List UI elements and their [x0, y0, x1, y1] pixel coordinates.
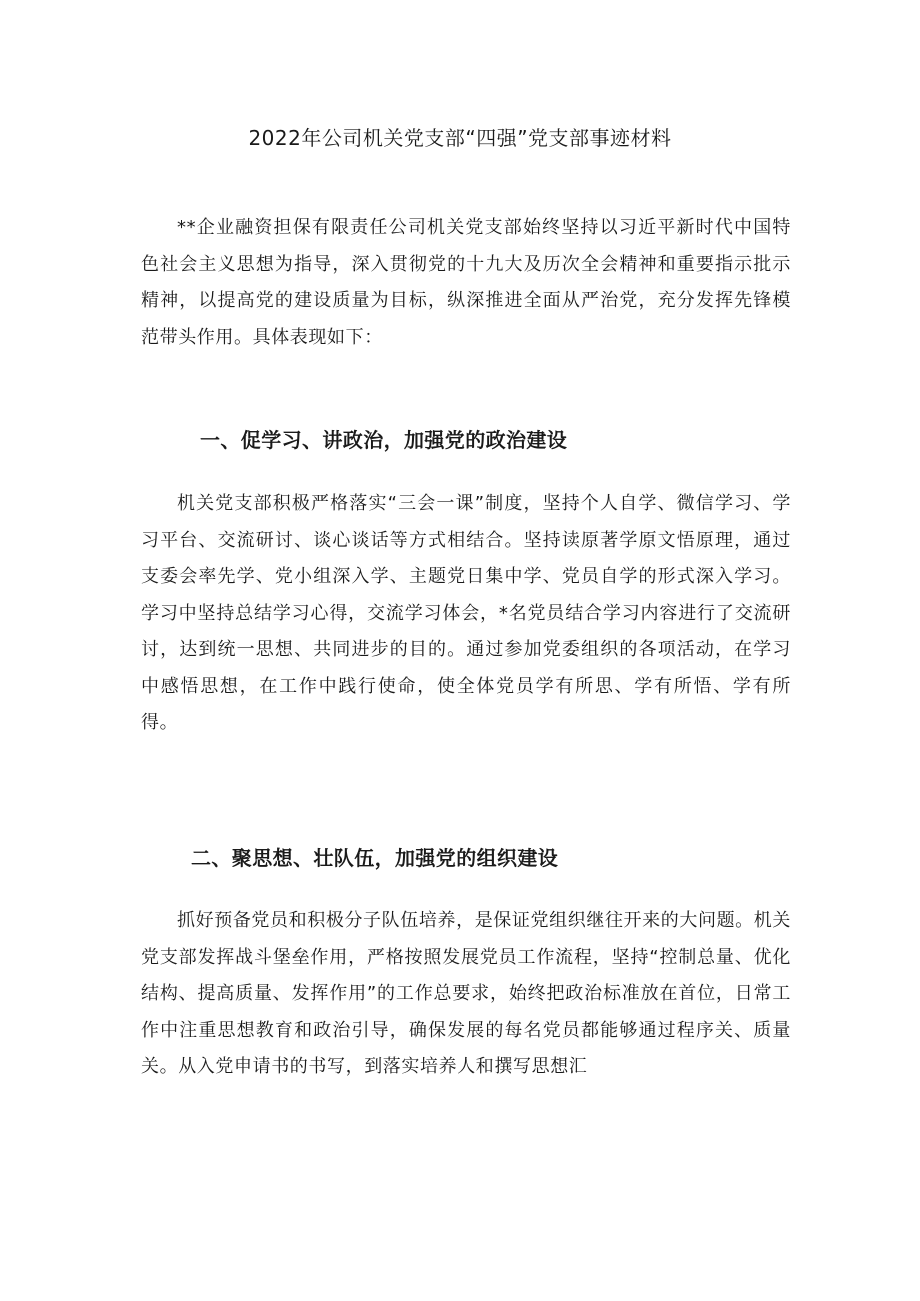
document-title: 2022年公司机关党支部“四强”党支部事迹材料	[248, 126, 672, 150]
section-1-heading: 一、促学习、讲政治，加强党的政治建设	[200, 428, 568, 452]
section-1-body: 机关党支部积极严格落实“三会一课”制度，坚持个人自学、微信学习、学习平台、交流研讨、谈心谈话等方式相结合。坚持读原著学原文悟原理，通过支委会率先学、党小组深入学、主题党日集中学、党员自学的形式深入学习。学习中坚持总结学习心得，交流学习体会，*名党员结合学习内容进行了交流研讨，达到统一思想、共同进步的目的。通过参加党委组织的各项活动，在学习中感悟思想，在工作中践行使命，使全体党员学有所思、学有所悟、学有所得。	[141, 493, 791, 733]
section-2-body: 抓好预备党员和积极分子队伍培养，是保证党组织继往开来的大问题。机关党支部发挥战斗堡垒作用，严格按照发展党员工作流程，坚持“控制总量、优化结构、提高质量、发挥作用”的工作总要求，始终把政治标准放在首位，日常工作中注重思想教育和政治引导，确保发展的每名党员都能够通过程序关、质量关。从入党申请书的书写，到落实培养人和撰写思想汇	[141, 910, 791, 1077]
section-2-heading: 二、聚思想、壮队伍，加强党的组织建设	[191, 846, 559, 870]
intro-paragraph: **企业融资担保有限责任公司机关党支部始终坚持以习近平新时代中国特色社会主义思想为指导，深入贯彻党的十九大及历次全会精神和重要指示批示精神，以提高党的建设质量为目标，纵深推进全面从严治党，充分发挥先锋模范带头作用。具体表现如下：	[141, 217, 791, 348]
